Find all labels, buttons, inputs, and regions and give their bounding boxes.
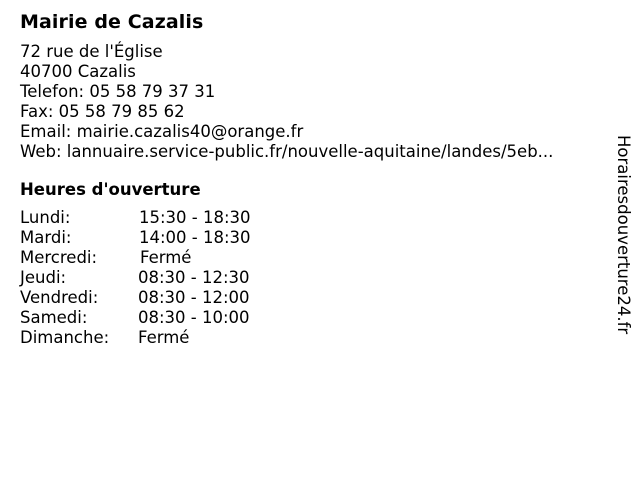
hours-row-tuesday <box>20 228 600 248</box>
day-label: Lundi: <box>20 208 71 227</box>
hours-row-sunday <box>20 328 600 348</box>
hours-row-saturday <box>20 308 600 328</box>
day-label: Dimanche: <box>20 328 110 347</box>
office-card <box>20 10 600 348</box>
day-hours: 15:30 - 18:30 <box>139 208 251 227</box>
day-hours: Fermé <box>138 328 190 347</box>
address-block <box>20 42 600 162</box>
web-line: Web: lannuaire.service-public.fr/nouvelle-aquitaine/landes/5eb... <box>20 142 554 161</box>
fax-line: Fax: 05 58 79 85 62 <box>20 102 185 121</box>
hours-row-thursday <box>20 268 600 288</box>
day-hours: Fermé <box>140 248 192 267</box>
hours-row-monday <box>20 208 600 228</box>
opening-hours-table <box>20 208 600 348</box>
street-address: 72 rue de l'Église <box>20 42 163 61</box>
day-label: Vendredi: <box>20 288 99 307</box>
city-line: 40700 Cazalis <box>20 62 136 81</box>
day-hours: 08:30 - 12:30 <box>138 268 250 287</box>
site-watermark: Horairesdouverture24.fr <box>614 135 633 335</box>
phone-line: Telefon: 05 58 79 37 31 <box>20 82 216 101</box>
day-label: Mercredi: <box>20 248 98 267</box>
day-label: Jeudi: <box>20 268 67 287</box>
hours-row-wednesday <box>20 248 600 268</box>
day-hours: 08:30 - 12:00 <box>138 288 250 307</box>
day-hours: 08:30 - 10:00 <box>138 308 250 327</box>
day-label: Samedi: <box>20 308 88 327</box>
email-line: Email: mairie.cazalis40@orange.fr <box>20 122 304 141</box>
day-label: Mardi: <box>20 228 72 247</box>
office-name: Mairie de Cazalis <box>20 11 204 33</box>
hours-row-friday <box>20 288 600 308</box>
opening-hours-heading: Heures d'ouverture <box>20 180 201 199</box>
day-hours: 14:00 - 18:30 <box>139 228 251 247</box>
